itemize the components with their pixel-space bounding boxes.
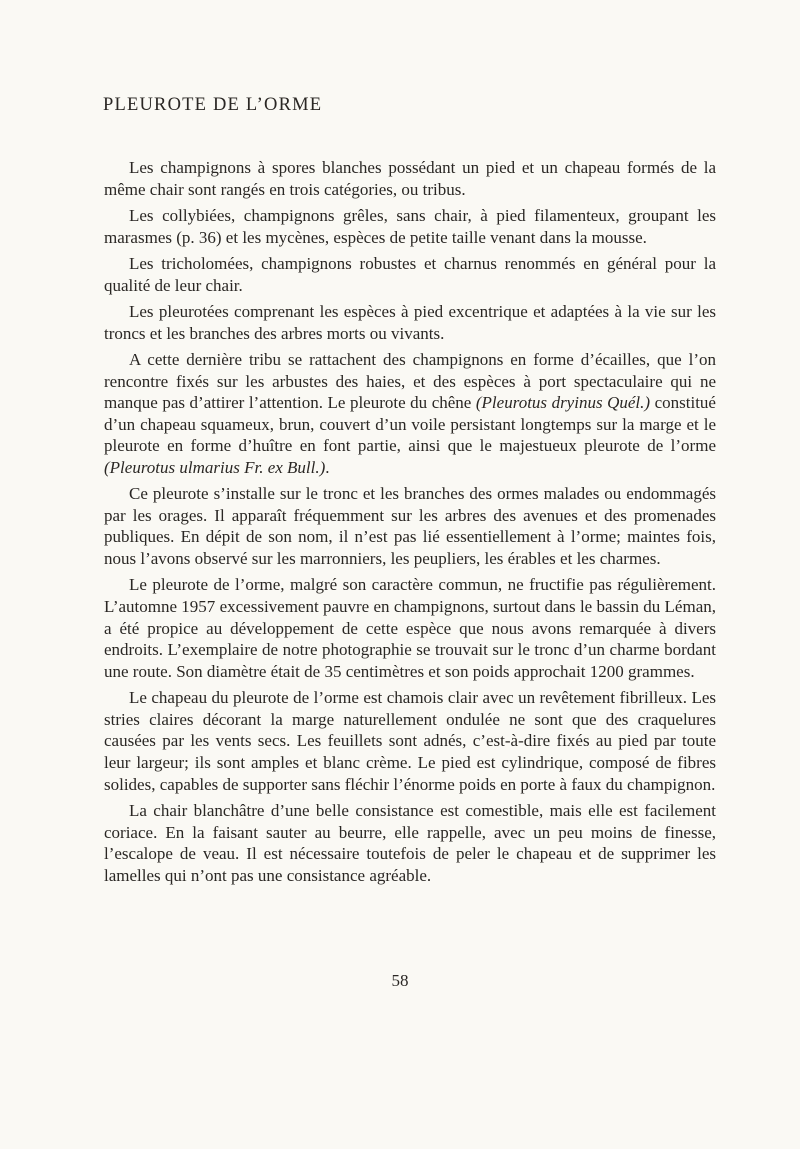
paragraph-habitat: Ce pleurote s’installe sur le tronc et les branches des ormes malades ou endommagés par les orages. Il apparaît fréquemment sur les arbres des avenues et des promenades publiques. En dépit de son nom, il n’est pas lié essentiellement à l’orme; maintes fois, nous l’avons observé sur les marronniers, les peupliers, les érables et les charmes. [104, 484, 716, 569]
paragraph-tribe-members [104, 349, 716, 479]
latin-name-ulmarius: (Pleurotus ulmarius Fr. ex Bull.) [104, 457, 326, 477]
paragraph-description: Le chapeau du pleurote de l’orme est chamois clair avec un revêtement fibrilleux. Les stries claires décorant la marge naturellement ondulée ne sont que des craquelures causées par les vents secs. Les feuillets sont adnés, c’est-à-dire fixés au pied par toute leur largeur; ils sont amples et blanc crème. Le pied est cylindrique, composé de fibres solides, capables de supporter sans fléchir l’énorme poids en porte à faux du champignon. [104, 688, 716, 794]
paragraph-pleurotees: Les pleurotées comprenant les espèces à pied excentrique et adaptées à la vie sur les troncs et les branches des arbres morts ou vivants. [104, 301, 716, 343]
page-number: 58 [391, 971, 409, 990]
paragraph-tricholomees: Les tricholomées, champignons robustes et charnus renommés en général pour la qualité de leur chair. [104, 253, 716, 295]
latin-name-dryinus: (Pleurotus dryinus Quél.) [475, 393, 651, 413]
paragraph-collybiees: Les collybiées, champignons grêles, sans chair, à pied filamenteux, groupant les marasmes (p. 36) et les mycènes, espèces de petite taille venant dans la mousse. [104, 205, 716, 247]
body-text [104, 157, 716, 891]
paragraph-tribes-intro: Les champignons à spores blanches possédant un pied et un chapeau formés de la même chair sont rangés en trois catégories, ou tribus. [104, 158, 716, 199]
paragraph-fructification: Le pleurote de l’orme, malgré son caractère commun, ne fructifie pas régulièrement. L’automne 1957 excessivement pauvre en champignons, surtout dans le bassin du Léman, a été propice au développement de cette espèce que nous avons remarquée à divers endroits. L’exemplaire de notre photographie se trouvait sur le tronc d’un charme bordant une route. Son diamètre était de 35 centimètres et son poids approchait 1200 grammes. [104, 575, 716, 681]
page-title: PLEUROTE DE L’ORME [103, 95, 323, 115]
text-segment: A cette dernière tribu se rattachent des champignons en forme d’écailles, que l’on rencontre fixés sur les arbustes des haies, et des espèces à port spectaculaire qui ne manque pas d’attirer l’attention. Le pleurote du chêne [104, 349, 716, 413]
paragraph-edibility: La chair blanchâtre d’une belle consistance est comestible, mais elle est facilement coriace. En la faisant sauter au beurre, elle rappelle, avec un peu moins de finesse, l’escalope de veau. Il est nécessaire toutefois de peler le chapeau et de supprimer les lamelles qui n’ont pas une consistance agréable. [104, 801, 716, 885]
text-segment: . [325, 457, 330, 477]
text-segment: constitué d’un chapeau squameux, brun, couvert d’un voile persistant longtemps sur la marge et le pleurote en forme d’huître en font partie, ainsi que le majestueux pleurote de l’orme [104, 393, 716, 456]
